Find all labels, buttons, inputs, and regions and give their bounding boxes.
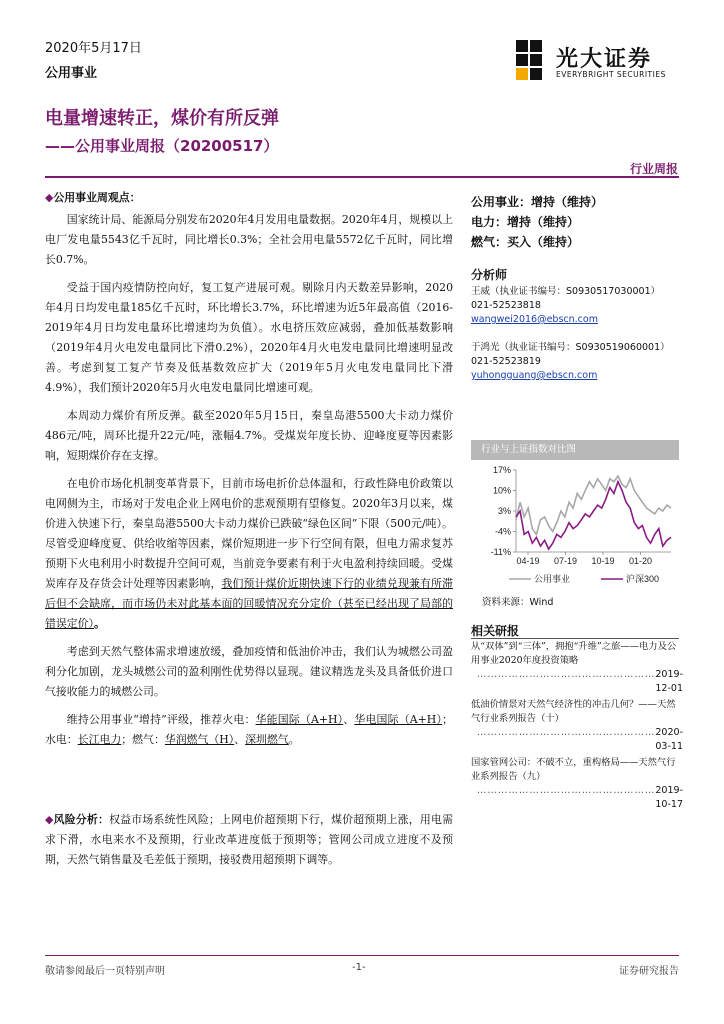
rating-power: 电力：增持（维持） (471, 215, 580, 229)
stock-yangtze-power[interactable]: 长江电力 (77, 733, 122, 746)
footer-disclaimer: 敬请参阅最后一页特别声明 (45, 966, 165, 977)
legend-label-utilities: 公用事业 (534, 574, 571, 584)
logo (514, 40, 689, 84)
paragraph-3: 本周动力煤价有所反弹。截至2020年5月15日，秦皇岛港5500大卡动力煤价486元/吨，周环比提升22元/吨，涨幅4.7%。受煤炭年度长协、迎峰度夏等因素影响，短期煤价存在支撑。 (45, 409, 453, 462)
analyst-1-email[interactable]: wangwei2016@ebscn.com (471, 314, 598, 325)
related-divider (471, 638, 679, 639)
diamond-icon: ◆ (45, 813, 54, 826)
stock-huadian[interactable]: 华电国际（A+H） (354, 713, 443, 726)
side-panel (471, 192, 679, 383)
stock-china-resources-gas[interactable]: 华润燃气（H） (164, 733, 235, 746)
risk-analysis: ◆风险分析：权益市场系统性风险；上网电价超预期下行，煤价超预期上涨，用电需求下滑，水电来水不及预期，行业改革进度低于预期等；管网公司成立进度不及预期，天然气销售量及毛差低于预期，接驳费用超预期下调等。 (45, 813, 453, 866)
section-head: ◆公用事业周观点： (45, 191, 141, 204)
y-tick-label: 17% (492, 465, 511, 475)
report-date: 2020年5月17日 (45, 41, 142, 56)
analyst-1: 王威（执业证书编号：S0930517030001） 021-52523818 wangwei2016@ebscn.com (471, 285, 679, 327)
x-tick-label: 04-19 (516, 556, 540, 566)
footer-divider (45, 955, 679, 956)
paragraph-1: 国家统计局、能源局分别发布2020年4月发用电量数据。2020年4月，规模以上电厂发电量5543亿千瓦时，同比增长0.3%；全社会用电量5572亿千瓦时，同比增长0.7%。 (45, 213, 453, 266)
legend-label-csi300: 沪深300 (626, 574, 660, 584)
related-report[interactable]: 国家管网公司：不破不立，重构格局——天然气行业系列报告（九） ……………………………………………2019-10-17 (471, 757, 683, 810)
chart-source: 资料来源：Wind (482, 597, 554, 608)
diamond-icon: ◆ (45, 191, 54, 204)
stock-shenzhen-gas[interactable]: 深圳燃气 (245, 733, 289, 746)
analyst-2-email[interactable]: yuhongguang@ebscn.com (471, 370, 598, 381)
key-view-underlined: 我们预计煤价近期快速下行的业绩兑现兼有所滞后但不会缺席，而市场仍未对此基本面的回暖情况充分定价（甚至已经出现了局部的错误定价） (45, 577, 453, 630)
analyst-2: 于鸿光（执业证书编号：S0930519060001） 021-52523819 yuhongguang@ebscn.com (471, 341, 679, 383)
related-report[interactable]: 从“双体”到“三体”，拥抱“升维”之旅——电力及公用事业2020年度投资策略 ……………………………………………2019-12-01 (471, 641, 683, 694)
related-reports (471, 640, 683, 814)
related-report[interactable]: 低油价情景对天然气经济性的冲击几何？——天然气行业系列报告（十） ……………………………………………2020-03-11 (471, 699, 683, 752)
paragraph-4: 在电价市场化机制变革背景下，目前市场电折价总体温和，行政性降电价政策以电网侧为主，市场对于发电企业上网电价的悲观预期有望修复。2020年3月以来，煤价进入快速下行，秦皇岛港5500大卡动力煤价已跌破“绿色区间”下限（500元/吨）。尽管受迎峰度夏、供给收缩等因素，煤价短期进一步下行空间有限，但电力需求复苏预期下火电利用小时数提升空间可观，当前竞争要素有利于火电盈利持续回暖。受煤炭库存及存货会计处理等因素影响，我们预计煤价近期快速下行的业绩兑现兼有所滞后但不会缺席，而市场仍未对此基本面的回暖情况充分定价（甚至已经出现了局部的错误定价）。 (45, 477, 453, 630)
rating-utilities: 公用事业：增持（维持） (471, 195, 604, 209)
y-tick-label: 3% (497, 506, 511, 516)
doc-type: 行业周报 (629, 162, 678, 176)
report-subtitle: ——公用事业周报（20200517） (45, 137, 279, 155)
chart-header: 行业与上证指数对比图 (471, 440, 679, 460)
header-divider (45, 176, 679, 178)
logo-text: 光大证券 (556, 46, 653, 72)
paragraph-2: 受益于国内疫情防控向好，复工复产进展可观。剔除月内天数差异影响，2020年4月日均发电量185亿千瓦时，环比增长3.7%，环比增速为近5年最高值（2016-2019年4月日均发电量环比增速均为负值）。水电挤压效应减弱，叠加低基数影响（2019年4月火电发电量同比下滑0.2%），2020年4月火电发电量同比增速明显改善。考虑到复工复产节奏及低基数效应扩大（2019年5月火电发电量同比下滑4.9%），我们预计2020年5月火电发电量同比增速可观。 (45, 281, 453, 394)
report-sector: 公用事业 (45, 66, 98, 81)
x-tick-label: 01-20 (628, 556, 653, 566)
y-tick-label: 10% (492, 485, 511, 496)
rating-gas: 燃气：买入（维持） (471, 235, 580, 249)
footer-report-type: 证券研究报告 (619, 966, 679, 977)
series-line-csi300 (516, 482, 671, 549)
logo-english: EVERYBRIGHT SECURITIES (556, 70, 666, 79)
stock-huaneng[interactable]: 华能国际（A+H） (255, 713, 344, 726)
x-tick-label: 10-19 (591, 556, 615, 566)
page-number: -1- (352, 962, 366, 973)
paragraph-6: 维持公用事业“增持”评级，推荐火电：华能国际（A+H）、华电国际（A+H）；水电：长江电力；燃气：华润燃气（H）、深圳燃气。 (45, 713, 453, 746)
report-title: 电量增速转正，煤价有所反弹 (45, 108, 279, 129)
main-content (45, 188, 453, 758)
related-head: 相关研报 (471, 624, 520, 638)
paragraph-5: 考虑到天然气整体需求增速放缓，叠加疫情和低油价冲击，我们认为城燃公司盈利分化加剧，龙头城燃公司的盈利刚性优势得以显现。建议精选龙头及具备低价进口气接收能力的城燃公司。 (45, 645, 453, 698)
logo-mark-icon (514, 40, 552, 84)
x-tick-label: 07-19 (553, 556, 578, 566)
index-comparison-chart (471, 460, 679, 592)
y-tick-label: -11% (490, 547, 511, 557)
y-tick-label: -4% (494, 526, 511, 537)
analyst-head: 分析师 (471, 268, 508, 282)
series-line-utilities (516, 476, 671, 535)
